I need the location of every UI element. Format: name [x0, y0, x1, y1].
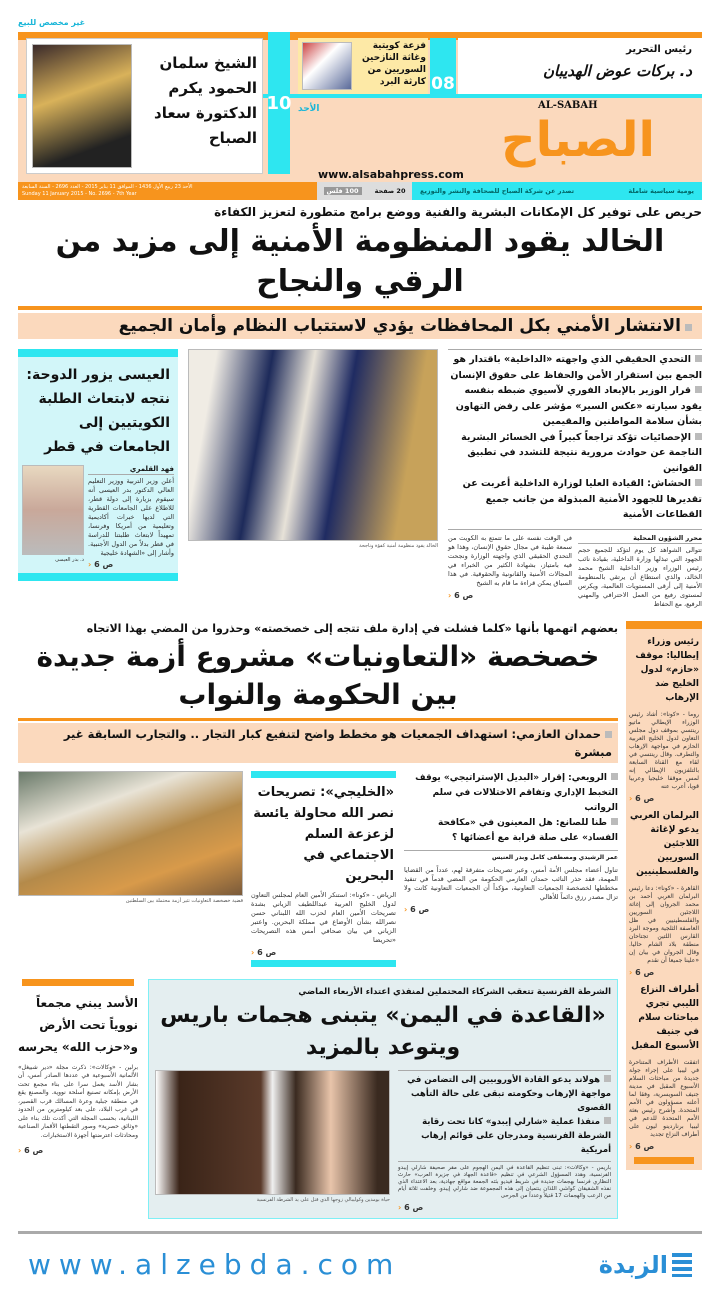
essa-page-ref[interactable]: ص 6 ‹ [88, 560, 174, 569]
day-label: الأحد [298, 104, 320, 114]
coops-section [18, 621, 618, 967]
date-english: Sunday 11 January 2015 - No. 2696 - 7th Year [22, 191, 137, 197]
masthead [18, 32, 702, 182]
essa-photo [22, 465, 84, 555]
teaser-08-photo [302, 42, 352, 90]
teaser-10[interactable] [26, 38, 263, 174]
tagline: يومية سياسية شاملة [628, 187, 694, 195]
teaser-10-page: 10 [268, 32, 290, 174]
editor-label: رئيس التحرير [626, 44, 692, 55]
coops-page-ref[interactable]: ص 6 ‹ [404, 905, 618, 914]
sidebar-story[interactable]: أطراف النزاع الليبي تجري مباحثات سلام في جنيف الأسبوع المقبل اتفقت الأطراف المتناحرة في ليبيا على إجراء جولة جديدة من مباحثات السلام الأسبوع المقبل في مدينة جنيف السويسرية، وفقا لما أعلنه مسؤولون في الأمم المتحدة. وأشرح رئيس بعثة الأمم المتحدة للدعم في ليبيا برناردينو ليون على أطراف النزاع تجديد ص 6 ‹ [629, 983, 699, 1151]
lead-headline[interactable]: الخالد يقود المنظومة الأمنية إلى مزيد من الرقي والنجاح [55, 224, 665, 299]
footer-logo: الزبدة [599, 1250, 692, 1280]
coops-banner: حمدان العازمي: استهداف الجمعيات هو مخطط واضح لتنفيع كبار التجار .. والتجارب السابقة غير مبشرة [18, 723, 618, 763]
lead-kicker: حريص على توفير كل الإمكانات البشرية والفنية ووضع برامج متطورة لتعزيز الكفاءة [214, 205, 702, 219]
website-link[interactable]: www.alsabahpress.com [318, 168, 464, 181]
footer-url[interactable]: www.alzebda.com [28, 1247, 402, 1281]
assad-page-ref[interactable]: ص 6 ‹ [18, 1146, 138, 1155]
date-strip [18, 182, 702, 200]
essa-byline: فهد القلمري [88, 465, 174, 475]
qaeda-photo-caption: حياة بومدين وكوليبالي زوجها الذي قتل على يد الشرطة الفرنسية [256, 1196, 390, 1203]
khaleeji-story[interactable]: «الخليجي»: تصريحات نصر الله محاولة يائسة لزعزعة السلم الاجتماعي في البحرين الرياض - «كونا»: استنكر الأمين العام لمجلس التعاون لدول الخليج العربية عبداللطيف الزياني بشدة تصريحات الأمين العام لحزب الله اللبناني حسن نصرالله بشأن الأوضاع في مملكة البحرين. واعتبر الزياني في بيان صحافي أمس هذه التصريحات «تحريضا ص 6 ‹ [251, 771, 396, 967]
qaeda-story[interactable]: الشرطة الفرنسية تتعقب الشركاء المحتملين لمنفذي اعتداء الأربعاء الماضي «القاعدة في اليمن» يتبنى هجمات باريس ويتوعد بالمزيد حياة بومدين وكوليبالي زوجها الذي قتل على يد الشرطة الفرنسية هولاند يدعو القادة الأوروبيين إلى التضامن في مواجهة الإرهاب وحكومته تبقى على حالة التأهب القصوى منفذا عملية «شارلي إيبدو» كانا تحت رقابة الشرطة الفرنسية ومدرجان على قوائم إرهاب أمريكية باريس - «وكالات»: تبنى تنظيم القاعدة في اليمن الهجوم على مقر صحيفة شارلي إيبدو الفرنسية، وهدد المسؤول الشرعي في تنظيم «قاعدة الجهاد في جزيرة العرب» حارث النظاري فرنسا بهجمات جديدة في شريط فيديو بثته الجمعة مواقع جهادية، بعد الاعتداء الذي نفذه الشقيقان كواشي اللذان ينتميان إلى هذه المجموعة ضد شارلي إيبدو. وخلفت ثلاثة أيام من الرعب والهجمات 17 قتيلاً وعدداً من الجرحى ص 6 ‹ [148, 979, 618, 1219]
page-count: 20 صفحة [374, 187, 406, 195]
lead-photo-caption: الخالد يقود منظومة أمنية كفؤة وناجحة [359, 543, 438, 549]
coops-kicker: بعضهم اتهمها بأنها «كلما فشلت في إدارة ملف تتجه إلى خصخصته» وحذروا من المضي بهذا الاتجاه [86, 621, 618, 635]
logo-english: AL-SABAH [538, 100, 598, 111]
assad-story[interactable]: الأسد يبني مجمعاً نووياً تحت الأرض و«حزب الله» يحرسه برلين - «وكالات»: ذكرت مجلة «دير شبيغل» الألمانية الأسبوعية في عددها الصادر أمس، أن بشار الأسد يعمل سرا على بناء مجمع تحت الأرض بإمكانه تصنيع أسلحة نووية. والمصنع يقع في منطقة جبلية وعرة المسالك قرب القصير، في غرب البلاد، على بعد كيلومترين من الحدود اللبنانية، بحسب المجلة التي أكدت تلك بناء على «وثائق حصرية» وصور التقطتها الأقمار الصناعية ومحادثات اعترضتها أجهزة الاستخبارات. ص 6 ‹ [18, 979, 138, 1156]
teaser-08-page: 08 [430, 38, 456, 94]
qaeda-page-ref[interactable]: ص 6 ‹ [398, 1203, 611, 1212]
logo: الصباح [501, 112, 655, 168]
lead-page-ref[interactable]: ص 6 ‹ [448, 591, 572, 600]
khaleeji-page-ref[interactable]: ص 6 ‹ [251, 948, 396, 957]
not-for-sale-label: غير مخصص للبيع [18, 18, 86, 27]
footer [18, 1234, 702, 1298]
lead-banner: الانتشار الأمني بكل المحافظات يؤدي لاستتباب النظام وأمان الجميع [18, 313, 702, 339]
essa-story[interactable]: العيسى يزور الدوحة: نتجه لابتعاث الطلبة الكويتيين إلى الجامعات في قطر د. بدر العيسى فهد القلمري أعلن وزير التربية ووزير التعليم العالي الدكتور بدر العيسى أنه سيقوم بزيارة إلى دولة قطر، للاطلاع على الجامعات القطرية التي لديها خبرات أكاديمية وتعليمية من أمريكا وفرنسا، تمهيداً لابتعاث طلبتنا للدراسة في قطر بدلاً من الدول الأجنبية. وأشار إلى «الشهادة خليجية ص 6 ‹ [18, 349, 178, 581]
lead-photo [188, 349, 438, 541]
sidebar [626, 621, 702, 1170]
sidebar-story[interactable]: رئيس وزراء إيطاليا: موقف «حازم» لدول الخليج ضد الإرهاب روما - «كونا»: أشاد رئيس الوزراء الإيطالي ماتيو رينتسي بموقف دول مجلس التعاون لدول الخليج العربية الحازم في مواجهة الإرهاب والتطرف. وقال رينتسي في لقاء مع القناة السابعة بالتلفزيون الإيطالي إنه لمس موقفا خليجيا وعربيا قويا، أعرب عنه ص 6 ‹ [629, 635, 699, 803]
coops-photo-caption: قضية خصخصة التعاونيات تثير أزمة محتملة بين السلطتين [125, 897, 243, 904]
price: 100 فلس [324, 187, 362, 195]
teaser-10-text: الشيخ سلمان الحمود يكرم الدكتورة سعاد الصباح [154, 54, 257, 147]
teaser-10-photo [32, 44, 132, 168]
teaser-08[interactable] [298, 38, 428, 94]
logo-lines-icon [672, 1253, 692, 1277]
lead-bullets: التحدي الحقيقي الذي واجهته «الداخلية» باقتدار هو الجمع بين استقرار الأمن والحفاظ على حقوق الإنسان قرار الوزير بالإبعاد الفوري لآسيوي ضبطه بنفسه يقود سيارته «عكس السير» مؤشر على رفض التهاون بشأن سلامة المواطنين والمقيمين الإحصائيات تؤكد تراجعاً كبيراً في الخسائر البشرية الناجمة عن حوادث مرورية نتيجة للتشدد في تطبيق القوانين الحشاش: القيادة العليا لوزارة الداخلية أعربت عن تقديرها للجهود الأمنية المبذولة من جانب جميع القطاعات الأمنية [448, 349, 702, 523]
qaeda-photo [155, 1070, 390, 1195]
sidebar-story[interactable]: البرلمان العربي يدعو لإغاثة اللاجئين السوريين والفلسطينيين القاهرة - «كونا»: دعا رئيس البرلمان العربي أحمد بن محمد الجروان إلى إغاثة اللاجئين السوريين والفلسطينيين في ظل العاصفة الثلجية وموجة البرد القارس اللتين تجتاحان منطقة بلاد الشام حاليا. وقال الجروان في بيان إن «علينا جميعا أن نقدم ص 6 ‹ [629, 809, 699, 977]
coops-photo [18, 771, 243, 896]
lead-section: حريص على توفير كل الإمكانات البشرية والفنية ووضع برامج متطورة لتعزيز الكفاءة الخالد يقود المنظومة الأمنية إلى مزيد من الرقي والنجاح الانتشار الأمني بكل المحافظات يؤدي لاستتباب النظام وأمان الجميع العيسى يزور الدوحة: نتجه لابتعاث الطلبة الكويتيين إلى الجامعات في قطر د. بدر العيسى فهد القلمري أعلن وزير التربية ووزير التعليم العالي الدكتور بدر العيسى أنه سيقوم بزيارة إلى دولة قطر، للاطلاع على الجامعات القطرية التي لديها خبرات أكاديمية وتعليمية من أمريكا وفرنسا، تمهيداً لابتعاث طلبتنا للدراسة في قطر بدلاً من الدول الأجنبية. وأشار إلى «الشهادة خليجية ص 6 ‹ الخالد يقود منظومة أمنية كفؤة وناجحة التحدي الحقيقي الذي واجهته «الداخلية» باقتدار هو الجمع بين استقرار الأمن والحفاظ على حقوق الإنسان قرار الوزير بالإبعاد الفوري لآسيوي ضبطه بنفسه يقود سيارته «عكس السير» مؤشر على رفض التهاون بشأن سلامة المواطنين والمقيمين الإحصائيات تؤكد تراجعاً كبيراً في الخسائر البشرية الناجمة عن حوادث مرورية نتيجة للتشدد في تطبيق القوانين الحشاش: القيادة العليا لوزارة الداخلية أعربت عن تقديرها للجهود الأمنية المبذولة من جانب جميع القطاعات الأمنية في الوقت نفسه على ما تتمتع به الكويت من سمعة طيبة في مجال حقوق الإنسان، وهذا هو التحدي الحقيقي الذي واجهته الوزارة ونجحت فيه بامتياز، بشهادة الكثير من الخبراء في المجالات الأمنية والقانونية والحقوقية. في هذا السياق يمكن قراءة ما قام به الشيخ ص 6 ‹ محرر الشؤون المحلية تتوالى الشواهد كل يوم لتؤكد للجميع حجم الجهود التي تبذلها وزارة الداخلية، بقيادة نائب رئيس الوزراء وزير الداخلية الشيخ محمد الخالد، والذي استطاع أن يرتقي بالمنظومة الأمنية إلى أرقى المستويات العالمية، ويكرس لمستوى رفيع من العمل الاحترافي والمهني الرفيع، مع الحفاظ [18, 204, 702, 609]
date-arabic: الأحد 23 ربيع الأول 1436 - الموافق 11 يناير 2015 - العدد 2696 - السنة السابعة [22, 184, 193, 190]
coops-headline[interactable]: خصخصة «التعاونيات» مشروع أزمة جديدة بين الحكومة والنواب [36, 639, 600, 711]
editor-name: د. بركات عوض الهديبان [543, 62, 692, 80]
teaser-08-text: فزعة كويتية وغاثة النازحين السوريين من كارثة البرد [361, 41, 426, 87]
coops-bullets: الرويعي: إقرار «البديل الإستراتيجي» يوقف التخبط الإداري وتفاقم الاختلالات في سلم الرواتب طنا للصانع: هل المعينون في «مكافحة الفساد» على صلة قرابة مع أعضائها ؟ عمر الرشيدي ومصطفى كامل وبدر العنيس تناول أعضاء مجلس الأمة أمس، وعبر تصريحات متفرقة لهم، عدداً من القضايا المهمة، فقد حذر النائب حمدان العازمي الحكومة من المضي قدماً في تنفيذ مخططها لخصخصة الجمعيات التعاونية، مؤكداً أن الجمعيات التعاونية كانت ولا تزال مصدر رزق دائماً للأهالي ص 6 ‹ [404, 771, 618, 914]
lead-byline: محرر الشؤون المحلية [578, 534, 702, 544]
publisher: تصدر عن شركة الصباح للصحافة والنشر والتوزيع [420, 187, 575, 195]
